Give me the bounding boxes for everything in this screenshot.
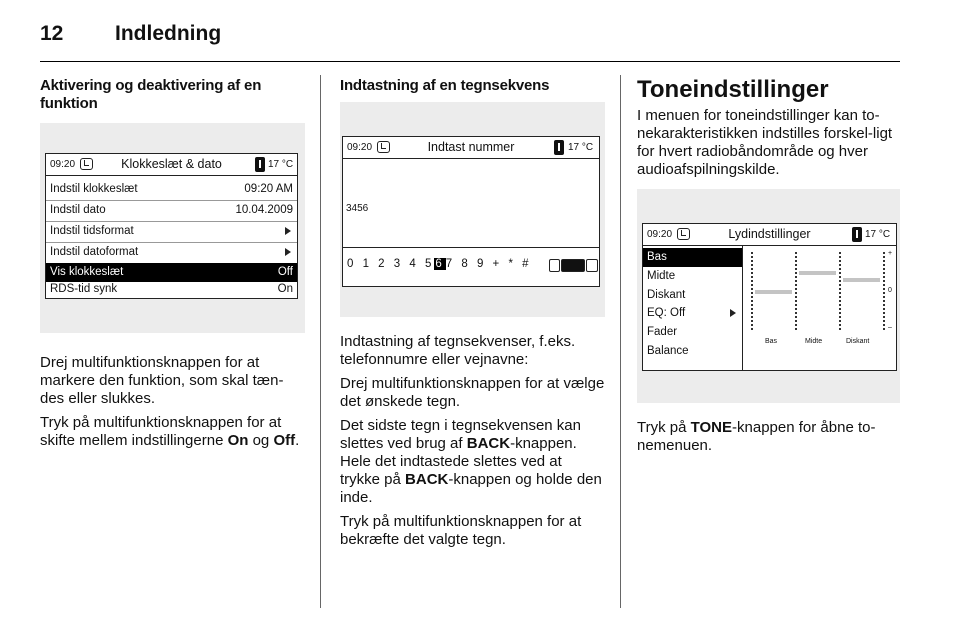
- paragraph: I menuen for toneindstillinger kan to-nekarakteristikken indstilles forskel-ligt for hvert radiobåndområde og hver audioafspilningskilde.: [637, 107, 893, 178]
- entered-sequence: 3456: [346, 203, 369, 214]
- text: -knappen og holde den inde.: [340, 471, 602, 506]
- submenu-arrow-icon: [285, 248, 291, 256]
- menu-item-date-format[interactable]: [46, 243, 297, 262]
- clock-time: 09:20: [647, 229, 673, 240]
- menu-item-label: EQ: Off: [647, 307, 686, 319]
- characters[interactable]: 0 1 2 3 4 5: [347, 258, 435, 270]
- characters[interactable]: 7 8 9 + * #: [445, 258, 532, 270]
- thermometer-icon: [554, 140, 564, 155]
- column-3: [637, 77, 907, 461]
- page-header: [40, 22, 900, 62]
- column-divider: [320, 75, 321, 608]
- paragraph: [637, 419, 907, 455]
- text: Tryk på multifunktionsknappen for at skifte mellem indstillingerne: [40, 414, 282, 449]
- status-bar: [643, 224, 896, 246]
- eq-bar-middle: [799, 271, 836, 275]
- paragraph: Indtastning af tegnsekvenser, f.eks. telefonnumre eller vejnavne:: [340, 333, 576, 368]
- backspace-icon[interactable]: [561, 259, 585, 272]
- selected-character[interactable]: 6: [435, 258, 445, 270]
- temperature: 17 °C: [268, 159, 294, 170]
- screen-title: Indtast nummer: [427, 140, 515, 154]
- menu-item-label: Vis klokkeslæt: [50, 266, 124, 278]
- display-screen: [642, 223, 897, 371]
- menu-item-label: Indstil tidsformat: [50, 225, 134, 237]
- menu-item-eq[interactable]: [643, 304, 742, 323]
- paragraph: Drej multifunktionsknappen for at vælge det ønskede tegn.: [340, 375, 605, 410]
- eq-plus-label: +: [888, 250, 893, 257]
- menu-item-set-date[interactable]: [46, 201, 297, 220]
- eq-bar-treble: [843, 278, 880, 282]
- clock-time: 09:20: [347, 142, 373, 153]
- menu-item-value: Off: [277, 266, 293, 278]
- eq-scale: [839, 252, 841, 330]
- paragraph: [340, 417, 605, 507]
- emphasis-back: BACK: [466, 435, 511, 452]
- text: Det sidste tegn i tegnsekvensen kan slettes ved brug af: [340, 417, 581, 452]
- thermometer-icon: [852, 227, 862, 242]
- menu-item-middle[interactable]: Midte: [647, 270, 676, 282]
- eq-caption: Diskant: [846, 338, 870, 345]
- screenshot-enter-number: [340, 102, 605, 317]
- column-2: [340, 77, 605, 555]
- phone-icon[interactable]: [586, 259, 598, 272]
- eq-zero-label: 0: [888, 287, 892, 294]
- temperature: 17 °C: [865, 229, 891, 240]
- emphasis-on: On: [227, 432, 249, 449]
- submenu-arrow-icon: [730, 309, 736, 317]
- screenshot-sound-settings: [637, 189, 900, 403]
- status-bar: [343, 137, 599, 159]
- menu-item-label: RDS-tid synk: [50, 283, 118, 295]
- eq-scale: [883, 252, 885, 330]
- menu-item-value: 09:20 AM: [244, 183, 293, 195]
- eq-scale: [751, 252, 753, 330]
- page-title: Indledning: [115, 22, 222, 45]
- menu-item-treble[interactable]: Diskant: [647, 289, 686, 301]
- menu-item-label: Indstil dato: [50, 204, 106, 216]
- paragraph: Tryk på multifunktionsknappen for at bekræfte det valgte tegn.: [340, 513, 582, 548]
- column-divider: [620, 75, 621, 608]
- menu-item-time-format[interactable]: [46, 222, 297, 241]
- cursor-left-icon[interactable]: [549, 259, 560, 272]
- menu-item-label: Indstil datoformat: [50, 246, 139, 258]
- display-screen: [342, 136, 600, 287]
- text: -knappen for åbne to-nemenuen.: [637, 419, 876, 454]
- menu-item-fader[interactable]: Fader: [647, 326, 678, 338]
- emphasis-off: Off: [273, 432, 296, 449]
- character-selector[interactable]: [347, 258, 532, 270]
- screen-title: Lydindstillinger: [728, 227, 811, 241]
- menu-item-value: 10.04.2009: [235, 204, 293, 216]
- screenshot-clock-date: [40, 123, 305, 333]
- page-number: 12: [40, 22, 64, 45]
- clock-time: 09:20: [50, 159, 76, 170]
- section-heading-char-entry: Indtastning af en tegnsekvens: [340, 77, 550, 94]
- eq-caption: Midte: [805, 338, 823, 345]
- eq-bar-bass: [755, 290, 792, 294]
- column-1: [40, 77, 305, 456]
- emphasis-tone: TONE: [690, 419, 733, 436]
- screen-title: Klokkeslæt & dato: [121, 157, 222, 171]
- menu-item-value: On: [277, 283, 293, 295]
- text: Tryk på: [637, 419, 691, 436]
- text: -knappen. Hele det indtastede slettes ved at trykke på: [340, 435, 577, 488]
- paragraph: Drej multifunktionsknappen for at markere den funktion, som skal tæn-des eller slukkes.: [40, 354, 284, 407]
- submenu-arrow-icon: [285, 227, 291, 235]
- paragraph: [40, 414, 305, 450]
- menu-item-balance[interactable]: Balance: [647, 345, 689, 357]
- text: .: [295, 432, 300, 449]
- eq-scale: [795, 252, 797, 330]
- thermometer-icon: [255, 157, 265, 172]
- menu-item-rds-sync[interactable]: [46, 280, 297, 299]
- display-screen: [45, 153, 298, 299]
- status-bar: [46, 154, 297, 176]
- section-heading-tone: Toneindstillinger: [637, 76, 829, 103]
- text: og: [248, 432, 274, 449]
- temperature: 17 °C: [568, 142, 594, 153]
- menu-item-bass[interactable]: Bas: [643, 248, 742, 267]
- emphasis-back: BACK: [405, 471, 449, 488]
- eq-caption: Bas: [765, 338, 778, 345]
- tone-menu: [643, 246, 743, 370]
- menu-item-set-time[interactable]: [46, 180, 297, 199]
- section-heading-activation: Aktivering og deaktivering af en funktion: [40, 77, 262, 112]
- divider: [343, 247, 599, 248]
- menu-item-label: Indstil klokkeslæt: [50, 183, 138, 195]
- eq-minus-label: –: [888, 324, 892, 331]
